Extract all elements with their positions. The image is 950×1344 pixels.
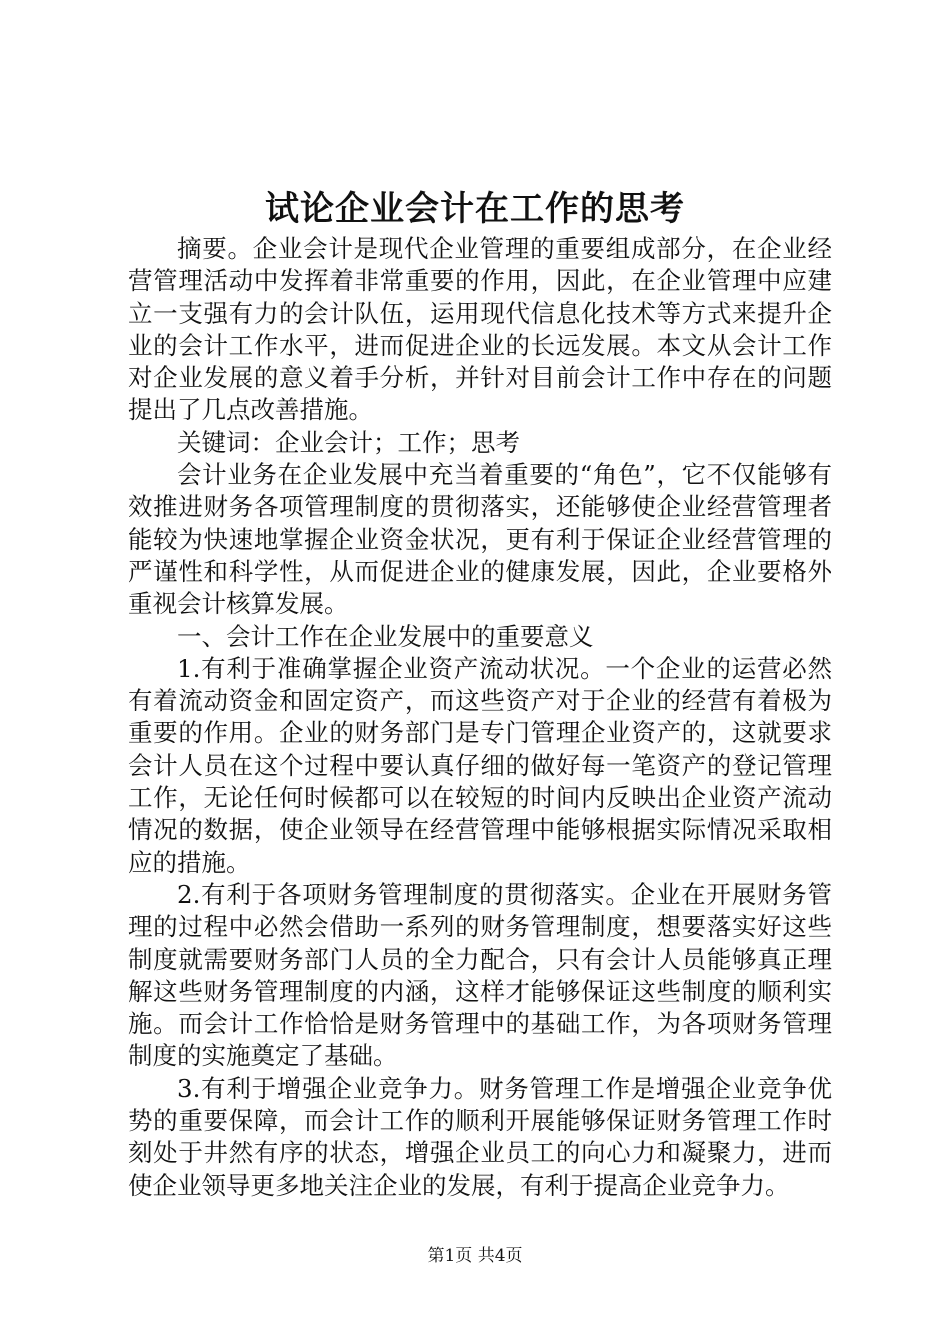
document-title: 试论企业会计在工作的思考 <box>265 189 685 229</box>
point-1-paragraph: 1.有利于准确掌握企业资产流动状况。一个企业的运营必然有着流动资金和固定资产，而这些资产对于企业的经营有着极为重要的作用。企业的财务部门是专门管理企业资产的，这就要求会计人员在这个过程中要认真仔细的做好每一笔资产的登记管理工作，无论任何时候都可以在较短的时间内反映出企业资产流动情况的数据，使企业领导在经营管理中能够根据实际情况采取相应的措施。 <box>128 653 832 877</box>
point-2-paragraph: 2.有利于各项财务管理制度的贯彻落实。企业在开展财务管理的过程中必然会借助一系列的财务管理制度，想要落实好这些制度就需要财务部门人员的全力配合，只有会计人员能够真正理解这些财务管理制度的内涵，这样才能够保证这些制度的顺利实施。而会计工作恰恰是财务管理中的基础工作，为各项财务管理制度的实施奠定了基础。 <box>128 879 832 1071</box>
page-footer: 第1页 共4页 <box>427 1246 523 1266</box>
abstract-paragraph: 摘要。企业会计是现代企业管理的重要组成部分，在企业经营管理活动中发挥着非常重要的作用，因此，在企业管理中应建立一支强有力的会计队伍，运用现代信息化技术等方式来提升企业的会计工作水平，进而促进企业的长远发展。本文从会计工作对企业发展的意义着手分析，并针对目前会计工作中存在的问题提出了几点改善措施。 <box>128 234 832 425</box>
keywords-paragraph: 关键词：企业会计；工作；思考 <box>177 427 520 457</box>
intro-paragraph: 会计业务在企业发展中充当着重要的“角色”，它不仅能够有效推进财务各项管理制度的贯彻落实，还能够使企业经营管理者能较为快速地掌握企业资金状况，更有利于保证企业经营管理的严谨性和科学性，从而促进企业的健康发展，因此，企业要格外重视会计核算发展。 <box>128 460 832 619</box>
document-body <box>128 233 832 1202</box>
section-heading: 一、会计工作在企业发展中的重要意义 <box>177 621 594 651</box>
point-3-paragraph: 3.有利于增强企业竞争力。财务管理工作是增强企业竞争优势的重要保障，而会计工作的顺利开展能够保证财务管理工作时刻处于井然有序的状态，增强企业员工的向心力和凝聚力，进而使企业领导更多地关注企业的发展，有利于提高企业竞争力。 <box>128 1073 832 1200</box>
